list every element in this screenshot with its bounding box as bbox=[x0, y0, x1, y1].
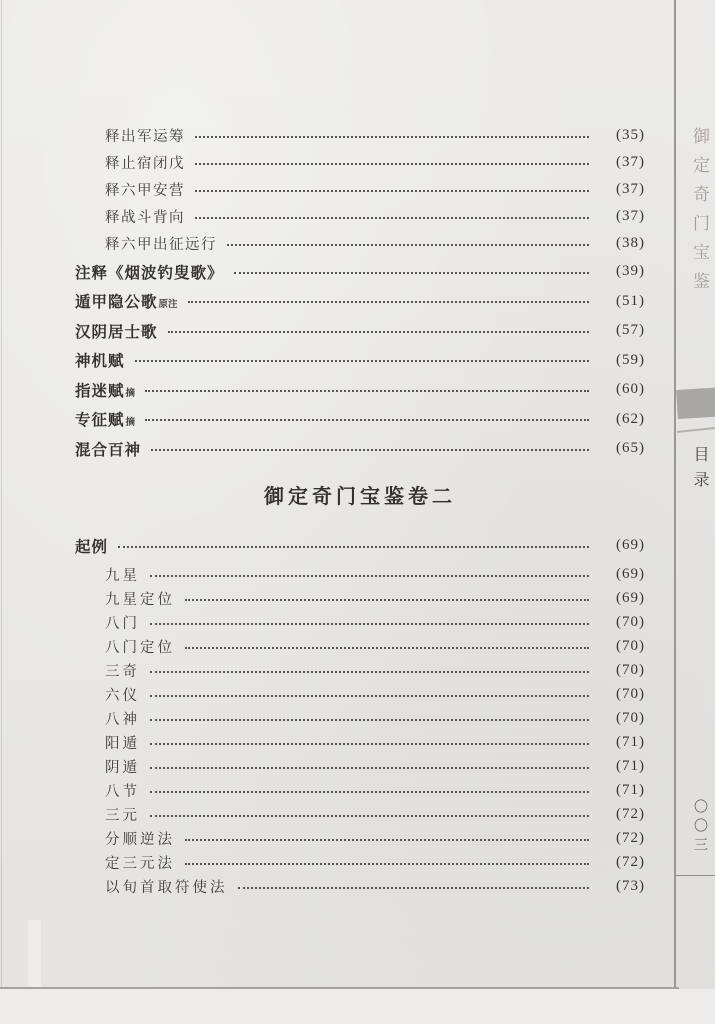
toc-entry-page: (71) bbox=[616, 734, 645, 750]
toc-entry-page: (70) bbox=[616, 638, 645, 654]
toc-entry-page: (39) bbox=[616, 263, 645, 280]
toc-entry-label: 遁甲隐公歌原注 bbox=[75, 293, 178, 312]
toc-entry-page: (51) bbox=[616, 292, 645, 309]
dotted-leader bbox=[150, 767, 589, 769]
toc-entry bbox=[75, 875, 645, 899]
toc-entry-label: 释止宿闭戊 bbox=[105, 156, 185, 172]
toc-entry-label: 分顺逆法 bbox=[105, 832, 175, 848]
dotted-leader bbox=[150, 575, 589, 577]
toc-entry-page: (73) bbox=[616, 878, 645, 894]
dotted-leader bbox=[150, 791, 589, 793]
toc-entry bbox=[75, 803, 645, 827]
scan-artifact-left-edge bbox=[1, 0, 2, 988]
toc-entry-page: (71) bbox=[616, 782, 645, 798]
dotted-leader bbox=[185, 839, 589, 841]
dotted-leader bbox=[135, 360, 589, 362]
toc-entry-page: (69) bbox=[616, 537, 645, 553]
dotted-leader bbox=[168, 331, 589, 333]
toc-part1 bbox=[75, 122, 645, 464]
dotted-leader bbox=[185, 647, 589, 649]
toc-entry-page: (69) bbox=[616, 566, 645, 582]
folio-rule bbox=[676, 875, 715, 876]
toc-entry-page: (71) bbox=[616, 758, 645, 774]
dotted-leader bbox=[151, 449, 589, 451]
volume-2-heading: 御定奇门宝鉴卷二 bbox=[264, 483, 456, 508]
toc-entry bbox=[75, 731, 645, 755]
toc-entry-label: 以旬首取符使法 bbox=[105, 880, 228, 896]
toc-entry-label: 混合百神 bbox=[75, 440, 142, 459]
dotted-leader bbox=[145, 390, 589, 392]
folio-number: 〇〇三 bbox=[692, 799, 708, 856]
toc-entry-page: (57) bbox=[616, 322, 645, 339]
toc-part2 bbox=[75, 529, 645, 899]
dotted-leader bbox=[195, 217, 589, 219]
toc-entry-page: (37) bbox=[616, 208, 645, 224]
dotted-leader bbox=[195, 190, 589, 192]
toc-entry-label: 八神 bbox=[105, 712, 140, 728]
toc-entry bbox=[75, 316, 645, 346]
toc-entry-page: (70) bbox=[616, 686, 645, 702]
toc-entry-label: 指迷赋摘 bbox=[75, 381, 136, 400]
toc-entry bbox=[75, 563, 645, 587]
toc-entry-label: 定三元法 bbox=[105, 856, 175, 872]
toc-entry bbox=[75, 707, 645, 731]
toc-entry bbox=[75, 587, 645, 611]
dotted-leader bbox=[195, 136, 589, 138]
dotted-leader bbox=[150, 719, 589, 721]
toc-entry bbox=[75, 659, 645, 683]
toc-entry bbox=[75, 529, 645, 563]
toc-entry-label: 释六甲安营 bbox=[105, 183, 185, 199]
toc-entry-page: (62) bbox=[616, 410, 645, 427]
toc-entry bbox=[75, 230, 645, 257]
toc-entry-page: (72) bbox=[616, 854, 645, 870]
tab-divider-band bbox=[676, 388, 715, 419]
dotted-leader bbox=[227, 244, 589, 246]
toc-entry-label: 阴遁 bbox=[105, 760, 140, 776]
dotted-leader bbox=[195, 163, 589, 165]
toc-entry-label: 阳遁 bbox=[105, 736, 140, 752]
toc-entry-label: 神机赋 bbox=[75, 352, 125, 371]
toc-entry bbox=[75, 375, 645, 405]
toc-entry bbox=[75, 176, 645, 203]
scanner-background bbox=[0, 989, 715, 1024]
toc-entry-page: (35) bbox=[616, 127, 645, 143]
toc-entry-label: 专征赋摘 bbox=[75, 411, 136, 430]
toc-entry-label: 释出军运筹 bbox=[105, 129, 185, 145]
toc-entry-label: 三元 bbox=[105, 808, 140, 824]
toc-entry bbox=[75, 683, 645, 707]
dotted-leader bbox=[234, 272, 589, 274]
toc-entry-label: 八节 bbox=[105, 784, 140, 800]
dotted-leader bbox=[150, 815, 589, 817]
toc-entry bbox=[75, 827, 645, 851]
tab-divider-line bbox=[677, 427, 715, 433]
dotted-leader bbox=[150, 623, 589, 625]
dotted-leader bbox=[185, 599, 589, 601]
toc-entry bbox=[75, 434, 645, 464]
table-of-contents bbox=[75, 122, 645, 899]
toc-entry-page: (70) bbox=[616, 614, 645, 630]
dotted-leader bbox=[150, 743, 589, 745]
dotted-leader bbox=[185, 863, 589, 865]
toc-entry-page: (70) bbox=[616, 662, 645, 678]
toc-entry-page: (65) bbox=[616, 440, 645, 457]
dotted-leader bbox=[238, 887, 590, 889]
toc-entry-page: (72) bbox=[616, 830, 645, 846]
toc-entry bbox=[75, 346, 645, 376]
toc-entry-label: 注释《烟波钓叟歌》 bbox=[75, 263, 224, 282]
toc-entry-label: 八门定位 bbox=[105, 640, 175, 656]
toc-entry-label: 释战斗背向 bbox=[105, 210, 185, 226]
toc-entry-page: (38) bbox=[616, 235, 645, 251]
dotted-leader bbox=[188, 301, 589, 303]
dotted-leader bbox=[150, 695, 589, 697]
toc-entry-label: 起例 bbox=[75, 537, 109, 556]
toc-entry bbox=[75, 203, 645, 230]
toc-entry bbox=[75, 405, 645, 435]
dotted-leader bbox=[118, 546, 589, 548]
toc-entry bbox=[75, 287, 645, 317]
toc-entry-label: 三奇 bbox=[105, 664, 140, 680]
book-title-vertical: 御定奇门宝鉴 bbox=[689, 127, 709, 301]
toc-entry bbox=[75, 149, 645, 176]
margin-rule bbox=[674, 0, 676, 989]
toc-entry-page: (72) bbox=[616, 806, 645, 822]
toc-entry-note: 原注 bbox=[158, 299, 178, 311]
toc-entry-note: 摘 bbox=[125, 387, 136, 399]
toc-entry-label: 八门 bbox=[105, 616, 140, 632]
toc-entry-label: 释六甲出征远行 bbox=[105, 237, 217, 253]
dotted-leader bbox=[145, 419, 589, 421]
toc-entry-page: (59) bbox=[616, 351, 645, 368]
toc-entry bbox=[75, 635, 645, 659]
toc-entry bbox=[75, 755, 645, 779]
toc-entry-page: (37) bbox=[616, 154, 645, 170]
toc-entry bbox=[75, 851, 645, 875]
toc-entry bbox=[75, 779, 645, 803]
toc-tab-label: 目录 bbox=[691, 446, 710, 496]
scan-artifact-light-band bbox=[28, 920, 41, 988]
dotted-leader bbox=[150, 671, 589, 673]
toc-entry bbox=[75, 122, 645, 149]
toc-entry bbox=[75, 611, 645, 635]
toc-entry-label: 九星定位 bbox=[105, 592, 175, 608]
toc-entry-page: (69) bbox=[616, 590, 645, 606]
toc-entry-label: 六仪 bbox=[105, 688, 140, 704]
toc-entry-label: 汉阴居士歌 bbox=[75, 322, 158, 341]
toc-entry bbox=[75, 257, 645, 287]
toc-entry-label: 九星 bbox=[105, 568, 140, 584]
toc-entry-note: 摘 bbox=[125, 417, 136, 429]
toc-entry-page: (37) bbox=[616, 181, 645, 197]
toc-entry-page: (60) bbox=[616, 381, 645, 398]
toc-entry-page: (70) bbox=[616, 710, 645, 726]
